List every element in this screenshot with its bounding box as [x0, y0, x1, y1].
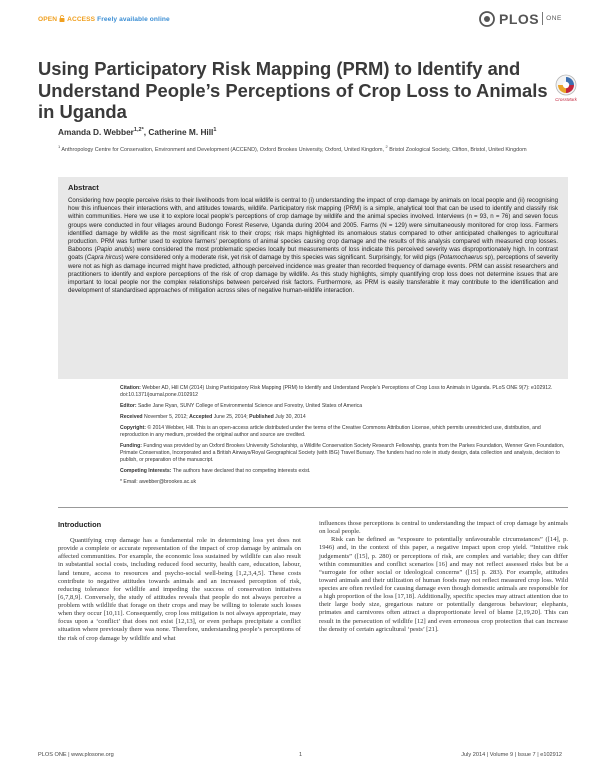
footer-journal[interactable]: PLOS ONE | www.plosone.org: [38, 752, 114, 758]
body-column-left: [58, 537, 301, 643]
copyright-text: © 2014 Webber, Hill. This is an open-access article distributed under the terms of the Creative Commons Attribution License, which permits unrestricted use, distribution, and reproduction in any medium, provided the original author and source are credited.: [120, 425, 541, 439]
affil1-text: Anthropology Centre for Conservation, Environment and Development (ACCEND), Oxford Brookes University, Oxford, United Kingdom,: [60, 146, 386, 153]
one-wordmark: ONE: [546, 15, 562, 23]
intro-paragraph-continued: influences those perceptions is central to understanding the impact of crop damage by animals on local people.: [319, 520, 568, 536]
abstract-part-2: ) were considered the most problematic species locally but measurements of loss indicate this perceived severity was disproportionately high. In contrast goats (: [68, 246, 558, 262]
crossmark-icon: [555, 74, 577, 96]
dates: [120, 414, 568, 421]
plos-logo-icon: [479, 11, 495, 27]
plos-one-logo: [479, 10, 562, 30]
abstract-part-1: Considering how people perceive risks to their livelihoods from local wildlife is central to (i) understanding the impact of crop damage by animals on local people and (ii) recognising how this influences their interactions with, and attitudes towards, wildlife. Participatory risk mapping (PRM) is a simple, analytical tool that can be used to identify and classify risk within communities. Here we use it to explore local people’s perceptions of crop damage by wildlife and the animal species involved. Interviews (n = 93, n = 76) and seven focus groups were conducted in four villages around Budongo Forest Reserve, Uganda during 2004 and 2005. Farms (N = 129) were simultaneously monitored for crop loss. Farmers identified damage by wildlife as the most significant risk to their crops; risk maps highlighted its anomalous status compared to other anticipated challenges to agricultural production. PRM was further used to explore farmers’ perceptions of animal species causing crop damage and the results of this analysis compared with measured crop losses. Baboons (: [68, 197, 558, 254]
email-text[interactable]: * Email: awebber@brookes.ac.uk: [120, 479, 197, 486]
article-metadata: [120, 385, 568, 490]
author-separator: ,: [143, 127, 149, 137]
page-number: 1: [299, 752, 303, 758]
free-online-label: Freely available online: [97, 16, 170, 23]
editor-label: Editor:: [120, 403, 137, 410]
author-hill[interactable]: Catherine M. Hill: [148, 127, 214, 137]
abstract-heading: Abstract: [68, 183, 99, 192]
competing-interests: [120, 468, 568, 475]
plos-wordmark: PLOS: [498, 10, 540, 27]
access-label: ACCESS: [67, 16, 96, 23]
editor-text: Sadie Jane Ryan, SUNY College of Environmental Science and Forestry, United States of America: [136, 403, 363, 410]
citation-label: Citation:: [120, 385, 141, 391]
affiliations: [58, 143, 562, 154]
received-label: Received: [120, 414, 143, 421]
abstract-part-4: sp), perceptions of severity were not as high as damage incurred might have predicted, although perceived incidence was greater than recorded frequency of damage events. PRM can assist researchers and practitioners to identify and explore perceptions of the risk of crop damage by wildlife. As this study highlights, simply quantifying crop loss does not determine issues that are important to local people nor the complex relationships between perceived risk factors. Furthermore, as PRM is easily transferable it may contribute to the identification and development of standardised approaches of mitigation across sites of negative human-wildlife interaction.: [68, 254, 559, 295]
affil2-text: Bristol Zoological Society, Clifton, Bristol, United Kingdom: [387, 146, 527, 153]
section-divider: [58, 507, 568, 508]
journal-header: [38, 10, 562, 32]
abstract-text: [68, 197, 558, 295]
accepted-label: Accepted: [189, 414, 213, 421]
affil1-number: 1: [58, 144, 61, 149]
body-column-right: [319, 520, 568, 634]
funding-text: Funding was provided by an Oxford Brookes University Scholarship, a Wildlife Conservation Society Research Fellowship, grants from the Parkes Foundation, Wenner Gren Foundation, Primate Conservation, Incorporated and a British Airways/Royal Geographical Society (with IBG) Travel Bursary. The funders had no role in study design, data collection and analysis, decision to publish, or preparation of the manuscript.: [120, 443, 565, 464]
crossmark-badge[interactable]: [553, 74, 579, 102]
species-goat: Capra hircus: [86, 254, 122, 262]
copyright: [120, 425, 568, 439]
affil2-number: 2: [385, 144, 388, 149]
open-label: OPEN: [38, 16, 58, 23]
funding: [120, 443, 568, 464]
intro-paragraph-2: Risk can be defined as “exposure to potentially unfavourable circumstances” ([14], p. 1946) and, in the context of this paper, a negative impact upon crop yield. “Intuitive risk judgements” ([15], p. 280) or perceptions of risk, are complex and variable; they can differ within communities and conflict scenarios [16] and may not reflect assessed risks but be a “surrogate for other social or ideological concerns” ([15] p. 283). For example, attitudes toward animals and their utilization of human foods may not reflect measured crop loss. Wild species are often reviled for causing damage even though domestic animals are responsible for a high proportion of the loss [17,18]. Additionally, specific species may attract attention due to their large body size, gregarious nature or potentially dangerous behaviour; elephants, primates and carnivores often attract a disproportionate level of blame [2,19,20]. This can result in the persecution of wildlife [12] and even erroneous crop protection that can increase the density of certain agricultural ‘pests’ [21].: [319, 536, 568, 633]
email: [120, 479, 568, 486]
author1-affiliation-sup: 1,2: [133, 127, 142, 134]
accepted-date: June 25, 2014;: [212, 414, 250, 421]
article-title: Using Participatory Risk Mapping (PRM) to Identify and Understand People’s Perceptions of Crop Loss to Animals in Uganda: [38, 58, 548, 122]
introduction-heading: Introduction: [58, 520, 102, 529]
funding-label: Funding:: [120, 443, 142, 450]
logo-divider: [542, 12, 543, 25]
citation-text[interactable]: Webber AD, Hill CM (2014) Using Participatory Risk Mapping (PRM) to Identify and Understand People’s Perceptions of Crop Loss to Animals in Uganda. PLoS ONE 9(7): e102912. doi:10.1371/journal.pone.0102912: [120, 385, 553, 399]
citation: [120, 385, 568, 399]
author-webber[interactable]: Amanda D. Webber: [58, 127, 134, 137]
copyright-label: Copyright:: [120, 425, 146, 432]
received-date: November 5, 2012;: [142, 414, 190, 421]
competing-label: Competing Interests:: [120, 468, 172, 475]
abstract-part-3: ) were considered only a moderate risk, yet risk of damage by this species was significant. Surprisingly, for wild pigs (: [121, 254, 440, 262]
intro-paragraph-1: Quantifying crop damage has a fundamental role in determining loss yet does not provide a complete or accurate representation of the impact of crop damage by animals on affected communities. For example, the economic loss sustained by wildlife can also result in substantial social costs, including reduced food security, health care, education, labour, land tenure, access to resources and psycho-social well-being [1,2,3,4,5]. These costs contribute to negative attitudes towards animals and an increased perception of risk, reducing tolerance for wildlife and impeding the success of conservation initiatives [6,7,8,9]. Conversely, the study of attitudes reveals that people do not always perceive a problem with wildlife that forage on their crops and may be willing to tolerate such losses when they occur [10,11]. Consequently, crop loss mitigation is not always appropriate, may focus upon a ‘conflict’ that does not exist [12,13], or even perhaps precipitate a conflict situation where previously there was none. Therefore, understanding people’s perceptions of the risk of crop damage by wildlife and what: [58, 537, 301, 642]
crossmark-label: CrossMark: [555, 97, 577, 102]
published-label: Published: [249, 414, 274, 421]
published-date: July 30, 2014: [273, 414, 306, 421]
editor: [120, 403, 568, 410]
species-wild-pig: Potamochaerus: [439, 254, 483, 262]
author-list: [58, 127, 216, 137]
open-access-banner: [38, 15, 170, 23]
open-access-lock-icon: [59, 15, 65, 22]
species-baboon: Papio anubis: [96, 246, 133, 254]
corresponding-mark: *: [141, 127, 144, 134]
author2-affiliation-sup: 1: [213, 127, 217, 134]
footer-issue: July 2014 | Volume 9 | Issue 7 | e102912: [461, 752, 562, 758]
competing-text: The authors have declared that no competing interests exist.: [171, 468, 311, 475]
abstract-box: [58, 177, 568, 379]
